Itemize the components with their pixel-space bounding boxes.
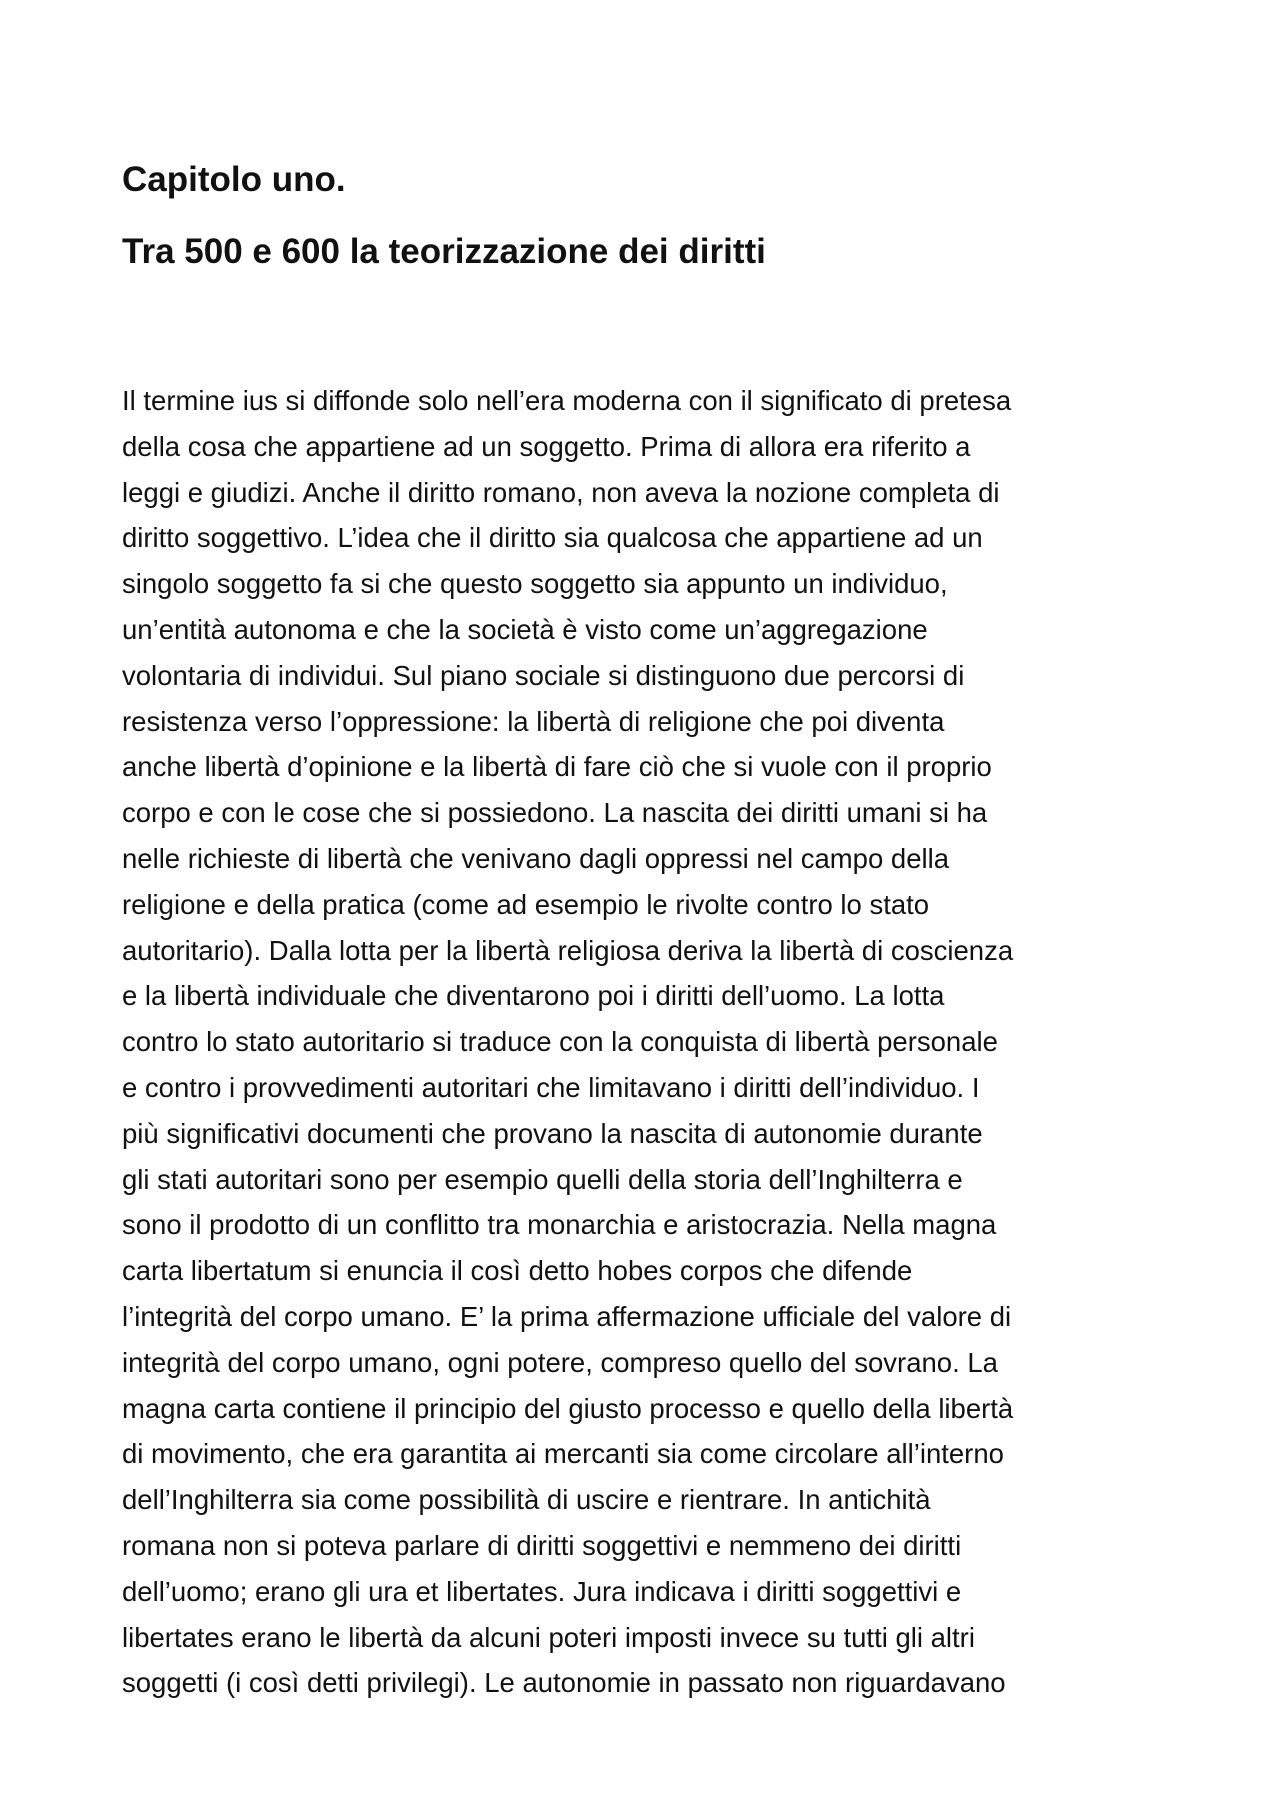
body-line: romana non si poteva parlare di diritti soggettivi e nemmeno dei diritti (122, 1529, 962, 1561)
body-line: gli stati autoritari sono per esempio quelli della storia dell’Inghilterra e (122, 1163, 963, 1195)
body-line: più significativi documenti che provano la nascita di autonomie durante (122, 1117, 983, 1149)
chapter-label: Capitolo uno. (122, 160, 346, 199)
body-line: della cosa che appartiene ad un soggetto. Prima di allora era riferito a (122, 430, 971, 462)
body-line: religione e della pratica (come ad esempio le rivolte contro lo stato (122, 888, 930, 920)
body-line: dell’Inghilterra sia come possibilità di uscire e rientrare. In antichità (122, 1484, 931, 1516)
body-paragraph (122, 378, 1182, 1706)
body-line: volontaria di individui. Sul piano sociale si distinguono due percorsi di (122, 659, 965, 691)
body-line: carta libertatum si enuncia il così detto hobes corpos che difende (122, 1255, 913, 1287)
body-line: contro lo stato autoritario si traduce con la conquista di libertà personale (122, 1026, 998, 1058)
body-line: resistenza verso l’oppressione: la libertà di religione che poi diventa (122, 705, 945, 737)
body-line: dell’uomo; erano gli ura et libertates. Jura indicava i diritti soggettivi e (122, 1575, 962, 1607)
body-line: singolo soggetto fa si che questo soggetto sia appunto un individuo, (122, 568, 948, 600)
body-line: l’integrità del corpo umano. E’ la prima affermazione ufficiale del valore di (122, 1300, 1012, 1332)
body-line: autoritario). Dalla lotta per la libertà religiosa deriva la libertà di coscienza (122, 934, 1014, 966)
body-line: integrità del corpo umano, ogni potere, compreso quello del sovrano. La (122, 1346, 998, 1378)
body-line: leggi e giudizi. Anche il diritto romano, non aveva la nozione completa di (122, 476, 1000, 508)
body-line: soggetti (i così detti privilegi). Le autonomie in passato non riguardavano (122, 1667, 1006, 1699)
body-line: magna carta contiene il principio del giusto processo e quello della libertà (122, 1392, 1014, 1424)
body-line: di movimento, che era garantita ai mercanti sia come circolare all’interno (122, 1438, 1004, 1470)
body-line: un’entità autonoma e che la società è visto come un’aggregazione (122, 613, 928, 645)
body-line: Il termine ius si diffonde solo nell’era moderna con il significato di pretesa (122, 385, 1012, 416)
body-line: corpo e con le cose che si possiedono. La nascita dei diritti umani si ha (122, 797, 988, 829)
body-line: e la libertà individuale che diventarono poi i diritti dell’uomo. La lotta (122, 980, 945, 1012)
body-line: libertates erano le libertà da alcuni poteri imposti invece su tutti gli altri (122, 1621, 975, 1653)
chapter-title: Tra 500 e 600 la teorizzazione dei diritti (122, 232, 766, 271)
body-line: nelle richieste di libertà che venivano dagli oppressi nel campo della (122, 842, 950, 874)
body-line: sono il prodotto di un conflitto tra monarchia e aristocrazia. Nella magna (122, 1209, 997, 1241)
body-line: diritto soggettivo. L’idea che il diritto sia qualcosa che appartiene ad un (122, 522, 983, 554)
body-line: e contro i provvedimenti autoritari che limitavano i diritti dell’individuo. I (122, 1071, 980, 1103)
body-line: anche libertà d’opinione e la libertà di fare ciò che si vuole con il proprio (122, 751, 992, 783)
